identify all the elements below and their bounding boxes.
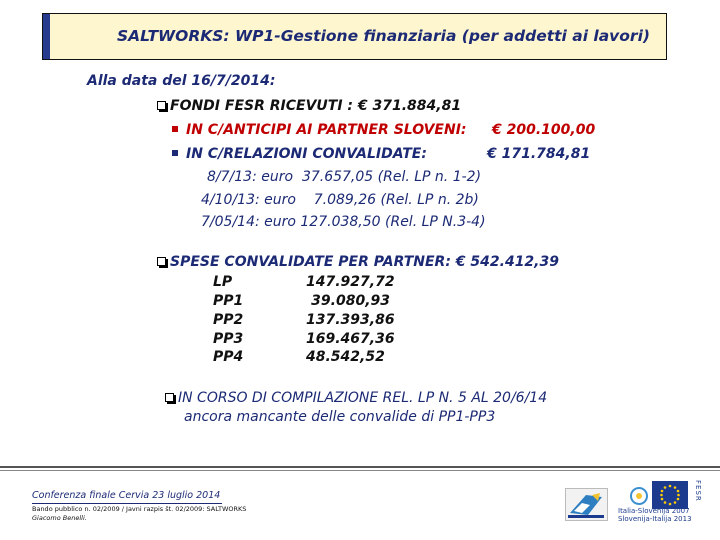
footer-bando: Bando pubblico n. 02/2009 / Javni razpis št. 02/2009: SALTWORKS — [32, 505, 247, 513]
relazioni-item — [172, 146, 427, 162]
title-accent-bar — [43, 14, 50, 59]
relazione-row: 7/05/14: euro 127.038,50 (Rel. LP N.3-4) — [201, 214, 486, 230]
partner-value: 48.542,52 — [306, 349, 385, 365]
footer-conference: Conferenza finale Cervia 23 luglio 2014 — [32, 490, 221, 501]
square-bullet-icon — [172, 126, 178, 132]
relazione-row: 8/7/13: euro 37.657,05 (Rel. LP n. 1-2) — [207, 169, 482, 185]
compilazione-item — [165, 390, 547, 406]
page-title: SALTWORKS: WP1-Gestione finanziaria (per addetti ai lavori) — [117, 27, 650, 45]
programme-name — [618, 507, 692, 523]
programme-logo-icon — [627, 486, 651, 506]
footer-divider — [0, 466, 720, 468]
compilazione-line1: IN CORSO DI COMPILAZIONE REL. LP N. 5 AL 20/6/14 — [178, 390, 548, 406]
saltworks-logo-icon — [566, 489, 607, 520]
intro-date: Alla data del 16/7/2014: — [87, 73, 276, 89]
relazioni-value: € 171.784,81 — [487, 146, 591, 162]
partner-name: PP3 — [213, 331, 244, 347]
checkbox-bullet-icon — [157, 101, 166, 110]
anticipi-item — [172, 122, 467, 138]
footer-divider-thin — [0, 470, 720, 471]
footer-author: Giacomo Benelli. — [32, 514, 87, 522]
partner-name: LP — [213, 274, 233, 290]
partner-value: 169.467,36 — [306, 331, 395, 347]
spese-item — [157, 254, 559, 270]
square-bullet-icon — [172, 150, 178, 156]
compilazione-line2: ancora mancante delle convalide di PP1-PP3 — [184, 409, 496, 425]
partner-name: PP2 — [213, 312, 244, 328]
partner-value: 39.080,93 — [311, 293, 390, 309]
checkbox-bullet-icon — [165, 393, 174, 402]
partner-name: PP1 — [213, 293, 244, 309]
eu-flag-icon — [652, 481, 688, 509]
relazioni-label: IN C/RELAZIONI CONVALIDATE: — [186, 146, 427, 162]
fondi-item — [157, 98, 461, 114]
fondi-label: FONDI FESR RICEVUTI : € 371.884,81 — [170, 98, 462, 114]
programme-line1: Italia-Slovenija 2007 — [618, 507, 690, 515]
title-banner — [42, 13, 667, 60]
anticipi-label: IN C/ANTICIPI AI PARTNER SLOVENI: — [186, 122, 467, 138]
programme-line2: Slovenija-Italija 2013 — [618, 515, 692, 523]
partner-value: 137.393,86 — [306, 312, 395, 328]
fesr-label: FESR — [694, 480, 702, 502]
checkbox-bullet-icon — [157, 257, 166, 266]
spese-label: SPESE CONVALIDATE PER PARTNER: € 542.412,39 — [170, 254, 559, 270]
anticipi-value: € 200.100,00 — [492, 122, 596, 138]
footer-underline — [32, 503, 222, 504]
saltworks-logo — [565, 488, 608, 521]
relazione-row: 4/10/13: euro 7.089,26 (Rel. LP n. 2b) — [201, 192, 479, 208]
partner-name: PP4 — [213, 349, 244, 365]
partner-value: 147.927,72 — [306, 274, 395, 290]
